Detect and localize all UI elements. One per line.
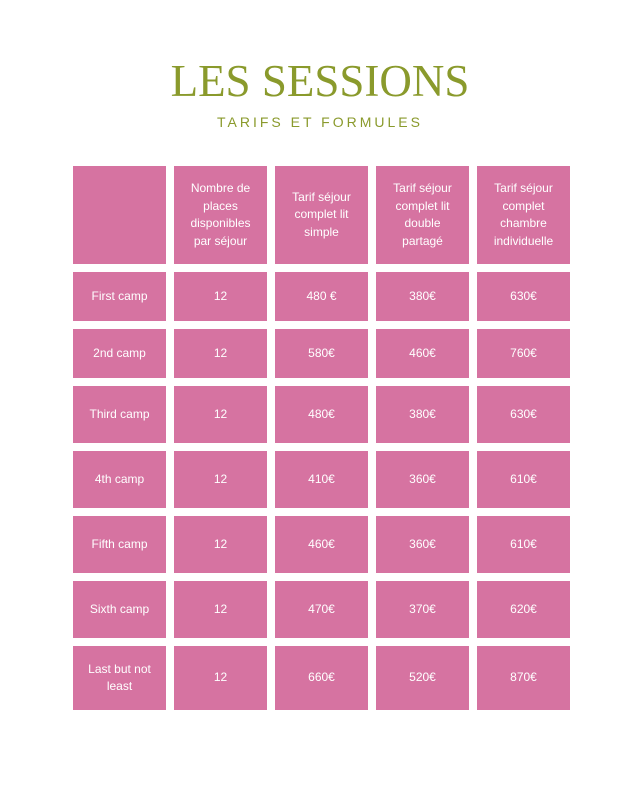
- table-cell-simple: 480€: [275, 386, 368, 443]
- table-cell-camp: Sixth camp: [73, 581, 166, 638]
- table-cell-individuelle: 610€: [477, 451, 570, 508]
- table-cell-places: 12: [174, 581, 267, 638]
- table-cell-individuelle: 630€: [477, 272, 570, 321]
- table-cell-double: 380€: [376, 272, 469, 321]
- table-cell-individuelle: 870€: [477, 646, 570, 710]
- table-cell-places: 12: [174, 451, 267, 508]
- table-cell-places: 12: [174, 272, 267, 321]
- table-cell-double: 360€: [376, 516, 469, 573]
- table-cell-places: 12: [174, 329, 267, 378]
- table-cell-individuelle: 630€: [477, 386, 570, 443]
- page-title: LES SESSIONS: [170, 56, 470, 106]
- header-cell-tarif-simple: Tarif séjour complet lit simple: [275, 166, 368, 264]
- sessions-table: [73, 166, 570, 710]
- table-cell-simple: 480 €: [275, 272, 368, 321]
- table-cell-camp: Last but not least: [73, 646, 166, 710]
- table-cell-camp: 4th camp: [73, 451, 166, 508]
- table-cell-places: 12: [174, 646, 267, 710]
- table-cell-simple: 460€: [275, 516, 368, 573]
- table-cell-individuelle: 620€: [477, 581, 570, 638]
- table-cell-double: 370€: [376, 581, 469, 638]
- table-cell-simple: 660€: [275, 646, 368, 710]
- header-cell-tarif-individuelle: Tarif séjour complet chambre individuelle: [477, 166, 570, 264]
- table-cell-camp: Third camp: [73, 386, 166, 443]
- table-cell-simple: 470€: [275, 581, 368, 638]
- header-cell-empty: [73, 166, 166, 264]
- header-cell-places: Nombre de places disponibles par séjour: [174, 166, 267, 264]
- table-cell-camp: Fifth camp: [73, 516, 166, 573]
- table-cell-double: 460€: [376, 329, 469, 378]
- table-cell-individuelle: 760€: [477, 329, 570, 378]
- table-cell-places: 12: [174, 386, 267, 443]
- table-cell-camp: 2nd camp: [73, 329, 166, 378]
- table-cell-simple: 580€: [275, 329, 368, 378]
- table-cell-double: 520€: [376, 646, 469, 710]
- header-cell-tarif-double: Tarif séjour complet lit double partagé: [376, 166, 469, 264]
- table-cell-camp: First camp: [73, 272, 166, 321]
- table-cell-double: 360€: [376, 451, 469, 508]
- table-cell-places: 12: [174, 516, 267, 573]
- table-cell-double: 380€: [376, 386, 469, 443]
- page-subtitle: TARIFS ET FORMULES: [217, 114, 423, 130]
- table-cell-individuelle: 610€: [477, 516, 570, 573]
- table-cell-simple: 410€: [275, 451, 368, 508]
